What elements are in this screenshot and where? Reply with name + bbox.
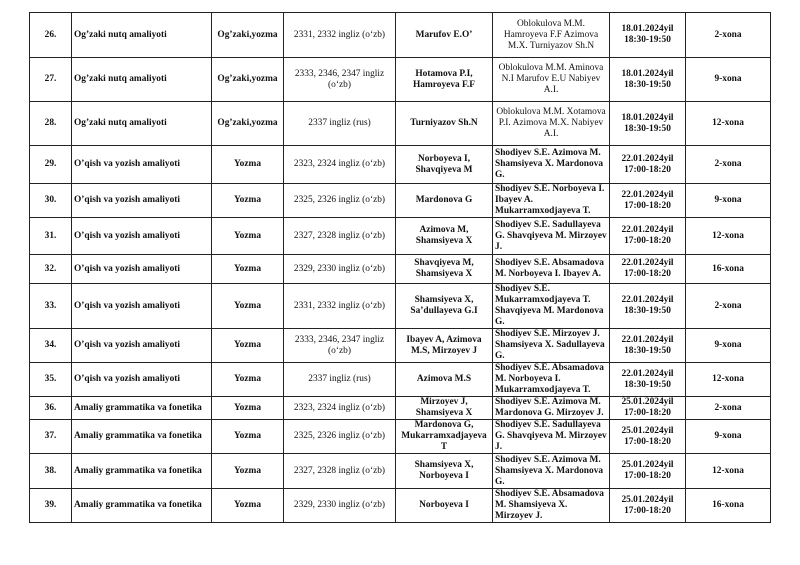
exam-form-cell xyxy=(212,13,284,58)
subject-cell xyxy=(72,13,212,58)
commission-text: Oblokulova M.M. Hamroyeva F.F Azimova M.X. Turniyazov Sh.N xyxy=(503,18,599,51)
teacher-cell xyxy=(396,13,493,58)
table-row xyxy=(30,284,771,329)
groups-cell xyxy=(284,420,396,454)
exam-form-cell xyxy=(212,58,284,102)
row-number-text: 30. xyxy=(44,195,57,205)
exam-date: 22.01.2024yil xyxy=(621,334,674,345)
teacher-text: Azimova M.S xyxy=(416,374,472,384)
table-row xyxy=(30,363,771,397)
date-time-cell xyxy=(610,284,686,329)
commission-text: Oblokulova M.M. Aminova N.I Marufov E.U Nabiyev A.I. xyxy=(498,63,604,95)
exam-time: 18:30-19:50 xyxy=(624,379,671,390)
date-time-cell xyxy=(610,420,686,454)
groups-text: 2327, 2328 ingliz (o‘zb) xyxy=(293,230,386,241)
subject-text: O’qish va yozish amaliyoti xyxy=(74,263,180,274)
exam-date: 25.01.2024yil xyxy=(621,397,674,407)
exam-form-cell xyxy=(212,454,284,489)
groups-text: 2329, 2330 ingliz (o‘zb) xyxy=(293,263,386,274)
teacher-text: Ibayev A, Azimova M.S, Mirzoyev J xyxy=(406,334,482,356)
subject-text: Amaliy grammatika va fonetika xyxy=(74,431,202,441)
row-number-text: 34. xyxy=(44,340,57,350)
room-text: 12-xona xyxy=(712,230,744,241)
exam-time: 17:00-18:20 xyxy=(624,436,671,447)
table-row xyxy=(30,13,771,58)
exam-form-cell xyxy=(212,184,284,218)
teacher-text: Shavqiyeva M, Shamsiyeva X xyxy=(414,258,474,279)
exam-time: 18:30-19:50 xyxy=(624,79,671,90)
table-row xyxy=(30,397,771,420)
groups-text: 2329, 2330 ingliz (o‘zb) xyxy=(293,500,386,510)
commission-text: Shodiyev S.E. Sadullayeva G. Shavqiyeva M. Mirzoyev J. xyxy=(495,219,607,252)
row-number xyxy=(30,284,72,329)
row-number-text: 39. xyxy=(44,500,57,510)
subject-cell xyxy=(72,489,212,523)
exam-form-text: Yozma xyxy=(233,465,262,476)
exam-form-text: Yozma xyxy=(233,374,262,384)
commission-text: Shodiyev S.E. Azimova M. Mardonova G. Mirzoyev J. xyxy=(495,397,604,418)
groups-text: 2333, 2346, 2347 ingliz (o‘zb) xyxy=(294,334,385,356)
subject-text: O’qish va yozish amaliyoti xyxy=(74,340,180,350)
room-text: 2-xona xyxy=(714,300,742,311)
exam-form-cell xyxy=(212,146,284,184)
room-cell xyxy=(686,13,771,58)
subject-text: O’qish va yozish amaliyoti xyxy=(74,195,180,205)
exam-form-cell xyxy=(212,218,284,255)
commission-text: Shodiyev S.E. Absamadova M. Shamsiyeva X. Mirzoyev J. xyxy=(495,489,604,521)
date-time-cell xyxy=(610,329,686,363)
room-cell xyxy=(686,218,771,255)
groups-text: 2337 ingliz (rus) xyxy=(308,374,371,384)
table-row xyxy=(30,329,771,363)
room-text: 9-xona xyxy=(714,340,742,350)
row-number xyxy=(30,329,72,363)
date-time-cell xyxy=(610,255,686,284)
room-text: 12-xona xyxy=(712,465,744,476)
exam-time: 17:00-18:20 xyxy=(624,505,671,516)
room-text: 12-xona xyxy=(712,374,744,384)
table-row xyxy=(30,420,771,454)
groups-cell xyxy=(284,329,396,363)
row-number-text: 27. xyxy=(44,74,57,84)
groups-cell xyxy=(284,363,396,397)
exam-time: 18:30-19:50 xyxy=(624,35,671,45)
teacher-cell xyxy=(396,420,493,454)
room-cell xyxy=(686,489,771,523)
subject-text: O’qish va yozish amaliyoti xyxy=(74,230,180,241)
date-time-cell xyxy=(610,363,686,397)
exam-date: 22.01.2024yil xyxy=(621,258,674,268)
exam-form-text: Og’zaki,yozma xyxy=(217,74,278,84)
teacher-cell xyxy=(396,397,493,420)
commission-cell xyxy=(493,363,610,397)
commission-text: Shodiyev S.E. Absamadova M. Norboyeva I. Ibayev A. xyxy=(495,258,604,279)
subject-cell xyxy=(72,329,212,363)
groups-cell xyxy=(284,58,396,102)
date-time-cell xyxy=(610,218,686,255)
row-number-text: 33. xyxy=(44,300,57,311)
exam-form-text: Yozma xyxy=(233,195,262,205)
exam-time: 18:30-19:50 xyxy=(624,306,671,316)
room-text: 9-xona xyxy=(714,74,742,84)
subject-cell xyxy=(72,102,212,146)
row-number xyxy=(30,255,72,284)
date-time-cell xyxy=(610,58,686,102)
table-row xyxy=(30,146,771,184)
commission-cell xyxy=(493,146,610,184)
exam-time: 17:00-18:20 xyxy=(624,236,671,246)
commission-cell xyxy=(493,397,610,420)
exam-date: 18.01.2024yil xyxy=(621,68,674,79)
groups-cell xyxy=(284,146,396,184)
row-number xyxy=(30,397,72,420)
teacher-cell xyxy=(396,218,493,255)
exam-form-cell xyxy=(212,284,284,329)
room-text: 2-xona xyxy=(714,159,742,169)
commission-cell xyxy=(493,218,610,255)
teacher-cell xyxy=(396,146,493,184)
subject-cell xyxy=(72,454,212,489)
exam-time: 18:30-19:50 xyxy=(624,123,671,134)
room-cell xyxy=(686,102,771,146)
table-row xyxy=(30,218,771,255)
room-cell xyxy=(686,146,771,184)
row-number-text: 36. xyxy=(44,402,57,413)
teacher-text: Marufov E.O’ xyxy=(415,29,473,40)
exam-form-text: Yozma xyxy=(233,159,262,169)
teacher-text: Mardonova G, Mukarramxadjayeva T xyxy=(401,420,487,452)
row-number xyxy=(30,13,72,58)
groups-text: 2325, 2326 ingliz (o‘zb) xyxy=(293,195,386,205)
row-number xyxy=(30,420,72,454)
teacher-cell xyxy=(396,284,493,329)
teacher-cell xyxy=(396,184,493,218)
teacher-cell xyxy=(396,102,493,146)
groups-cell xyxy=(284,454,396,489)
date-time-cell xyxy=(610,13,686,58)
room-cell xyxy=(686,397,771,420)
room-cell xyxy=(686,284,771,329)
groups-text: 2337 ingliz (rus) xyxy=(308,118,371,128)
commission-cell xyxy=(493,184,610,218)
row-number xyxy=(30,363,72,397)
groups-cell xyxy=(284,489,396,523)
groups-text: 2323, 2324 ingliz (o‘zb) xyxy=(293,402,386,413)
exam-date: 22.01.2024yil xyxy=(621,153,674,164)
commission-cell xyxy=(493,13,610,58)
table-row xyxy=(30,184,771,218)
groups-cell xyxy=(284,284,396,329)
exam-form-cell xyxy=(212,420,284,454)
row-number xyxy=(30,58,72,102)
exam-form-text: Og’zaki,yozma xyxy=(217,118,278,128)
commission-cell xyxy=(493,420,610,454)
subject-text: O’qish va yozish amaliyoti xyxy=(74,159,180,169)
row-number-text: 35. xyxy=(44,374,57,384)
teacher-text: Norboyeva I, Shavqiyeva M xyxy=(415,153,473,175)
teacher-text: Norboyeva I xyxy=(419,500,469,510)
row-number xyxy=(30,146,72,184)
exam-form-cell xyxy=(212,102,284,146)
exam-date: 22.01.2024yil xyxy=(621,225,674,235)
exam-form-text: Yozma xyxy=(233,340,262,350)
subject-cell xyxy=(72,218,212,255)
exam-form-text: Yozma xyxy=(233,300,262,311)
groups-text: 2331, 2332 ingliz (o‘zb) xyxy=(293,29,386,40)
subject-cell xyxy=(72,397,212,420)
row-number xyxy=(30,102,72,146)
groups-cell xyxy=(284,255,396,284)
groups-text: 2325, 2326 ingliz (o‘zb) xyxy=(293,431,386,441)
row-number-text: 28. xyxy=(44,118,57,128)
exam-date: 25.01.2024yil xyxy=(621,425,674,436)
teacher-cell xyxy=(396,363,493,397)
groups-cell xyxy=(284,102,396,146)
commission-cell xyxy=(493,255,610,284)
room-cell xyxy=(686,420,771,454)
commission-text: Shodiyev S.E. Mukarramxodjayeva T. Shavqiyeva M. Mardonova G. xyxy=(495,284,604,327)
row-number-text: 26. xyxy=(44,29,57,40)
exam-form-cell xyxy=(212,255,284,284)
teacher-text: Turniyazov Sh.N xyxy=(410,118,478,128)
room-text: 2-xona xyxy=(714,402,742,413)
exam-form-cell xyxy=(212,329,284,363)
table-body xyxy=(30,13,771,523)
exam-date: 25.01.2024yil xyxy=(621,460,674,470)
teacher-text: Hotamova P.I, Hamroyeva F.F xyxy=(413,68,475,90)
exam-date: 18.01.2024yil xyxy=(621,24,674,34)
date-time-cell xyxy=(610,397,686,420)
exam-form-text: Yozma xyxy=(233,402,262,413)
row-number-text: 32. xyxy=(44,263,57,274)
exam-schedule-table xyxy=(29,12,771,523)
commission-text: Shodiyev S.E. Sadullayeva G. Shavqiyeva M. Mirzoyev J. xyxy=(495,420,607,452)
exam-form-text: Yozma xyxy=(233,263,262,274)
row-number xyxy=(30,218,72,255)
date-time-cell xyxy=(610,454,686,489)
exam-time: 17:00-18:20 xyxy=(624,164,671,175)
subject-cell xyxy=(72,420,212,454)
subject-text: Og’zaki nutq amaliyoti xyxy=(74,118,167,128)
room-text: 9-xona xyxy=(714,431,742,441)
room-text: 16-xona xyxy=(712,500,744,510)
commission-cell xyxy=(493,284,610,329)
commission-cell xyxy=(493,489,610,523)
date-time-cell xyxy=(610,184,686,218)
room-text: 9-xona xyxy=(714,195,742,205)
commission-cell xyxy=(493,454,610,489)
exam-form-text: Og’zaki,yozma xyxy=(217,29,278,40)
commission-text: Oblokulova M.M. Xotamova P.I. Azimova M.X. Nabiyev A.I. xyxy=(496,107,606,139)
room-text: 16-xona xyxy=(712,263,744,274)
subject-cell xyxy=(72,58,212,102)
table-row xyxy=(30,454,771,489)
exam-form-text: Yozma xyxy=(233,500,262,510)
subject-text: Amaliy grammatika va fonetika xyxy=(74,500,202,510)
exam-form-cell xyxy=(212,363,284,397)
commission-cell xyxy=(493,102,610,146)
commission-cell xyxy=(493,58,610,102)
subject-cell xyxy=(72,255,212,284)
room-cell xyxy=(686,58,771,102)
date-time-cell xyxy=(610,146,686,184)
subject-cell xyxy=(72,184,212,218)
groups-cell xyxy=(284,397,396,420)
exam-time: 17:00-18:20 xyxy=(624,471,671,481)
subject-text: Og’zaki nutq amaliyoti xyxy=(74,74,167,84)
subject-cell xyxy=(72,363,212,397)
teacher-cell xyxy=(396,489,493,523)
groups-text: 2331, 2332 ingliz (o‘zb) xyxy=(293,300,386,311)
teacher-text: Mirzoyev J, Shamsiyeva X xyxy=(415,397,473,418)
room-cell xyxy=(686,454,771,489)
exam-form-cell xyxy=(212,397,284,420)
commission-text: Shodiyev S.E. Azimova M. Shamsiyeva X. Mardonova G. xyxy=(495,454,604,487)
room-cell xyxy=(686,363,771,397)
commission-text: Shodiyev S.E. Mirzoyev J. Shamsiyeva X. Sadullayeva G. xyxy=(495,329,605,361)
exam-time: 17:00-18:20 xyxy=(624,269,671,279)
teacher-text: Mardonova G xyxy=(415,195,473,205)
date-time-cell xyxy=(610,489,686,523)
exam-time: 17:00-18:20 xyxy=(624,200,671,211)
exam-date: 22.01.2024yil xyxy=(621,368,674,379)
exam-date: 22.01.2024yil xyxy=(621,189,674,200)
row-number-text: 29. xyxy=(44,159,57,169)
subject-cell xyxy=(72,146,212,184)
commission-text: Shodiyev S.E. Azimova M. Shamsiyeva X. Mardonova G. xyxy=(495,148,604,180)
exam-form-cell xyxy=(212,489,284,523)
row-number xyxy=(30,454,72,489)
exam-time: 18:30-19:50 xyxy=(624,345,671,356)
exam-form-text: Yozma xyxy=(233,431,262,441)
room-cell xyxy=(686,184,771,218)
groups-text: 2327, 2328 ingliz (o‘zb) xyxy=(293,465,386,476)
subject-text: Og’zaki nutq amaliyoti xyxy=(74,29,167,40)
groups-text: 2333, 2346, 2347 ingliz (o‘zb) xyxy=(294,68,385,90)
row-number-text: 38. xyxy=(44,465,57,476)
exam-time: 17:00-18:20 xyxy=(624,408,671,418)
teacher-cell xyxy=(396,329,493,363)
subject-cell xyxy=(72,284,212,329)
teacher-cell xyxy=(396,454,493,489)
groups-cell xyxy=(284,184,396,218)
exam-form-text: Yozma xyxy=(233,230,262,241)
room-cell xyxy=(686,329,771,363)
commission-cell xyxy=(493,329,610,363)
table-row xyxy=(30,102,771,146)
date-time-cell xyxy=(610,102,686,146)
teacher-cell xyxy=(396,58,493,102)
table-row xyxy=(30,255,771,284)
room-text: 2-xona xyxy=(714,29,742,40)
row-number xyxy=(30,184,72,218)
table-row xyxy=(30,489,771,523)
subject-text: O’qish va yozish amaliyoti xyxy=(74,300,180,311)
subject-text: O’qish va yozish amaliyoti xyxy=(74,374,180,384)
subject-text: Amaliy grammatika va fonetika xyxy=(74,402,202,413)
row-number-text: 31. xyxy=(44,230,57,241)
room-cell xyxy=(686,255,771,284)
row-number-text: 37. xyxy=(44,431,57,441)
room-text: 12-xona xyxy=(712,118,744,128)
exam-date: 25.01.2024yil xyxy=(621,494,674,505)
exam-date: 18.01.2024yil xyxy=(621,112,674,123)
groups-cell xyxy=(284,13,396,58)
subject-text: Amaliy grammatika va fonetika xyxy=(74,465,202,476)
teacher-text: Shamsiyeva X, Sa’dullayeva G.I xyxy=(410,295,478,316)
exam-date: 22.01.2024yil xyxy=(621,295,674,305)
teacher-text: Azimova M, Shamsiyeva X xyxy=(415,225,473,246)
table-row xyxy=(30,58,771,102)
commission-text: Shodiyev S.E. Norboyeva I. Ibayev A. Mukarramxodjayeva T. xyxy=(495,184,605,216)
teacher-text: Shamsiyeva X, Norboyeva I xyxy=(414,460,474,481)
commission-text: Shodiyev S.E. Absamadova M. Norboyeva I. Mukarramxodjayeva T. xyxy=(495,363,604,395)
groups-text: 2323, 2324 ingliz (o‘zb) xyxy=(293,159,386,169)
groups-cell xyxy=(284,218,396,255)
teacher-cell xyxy=(396,255,493,284)
row-number xyxy=(30,489,72,523)
